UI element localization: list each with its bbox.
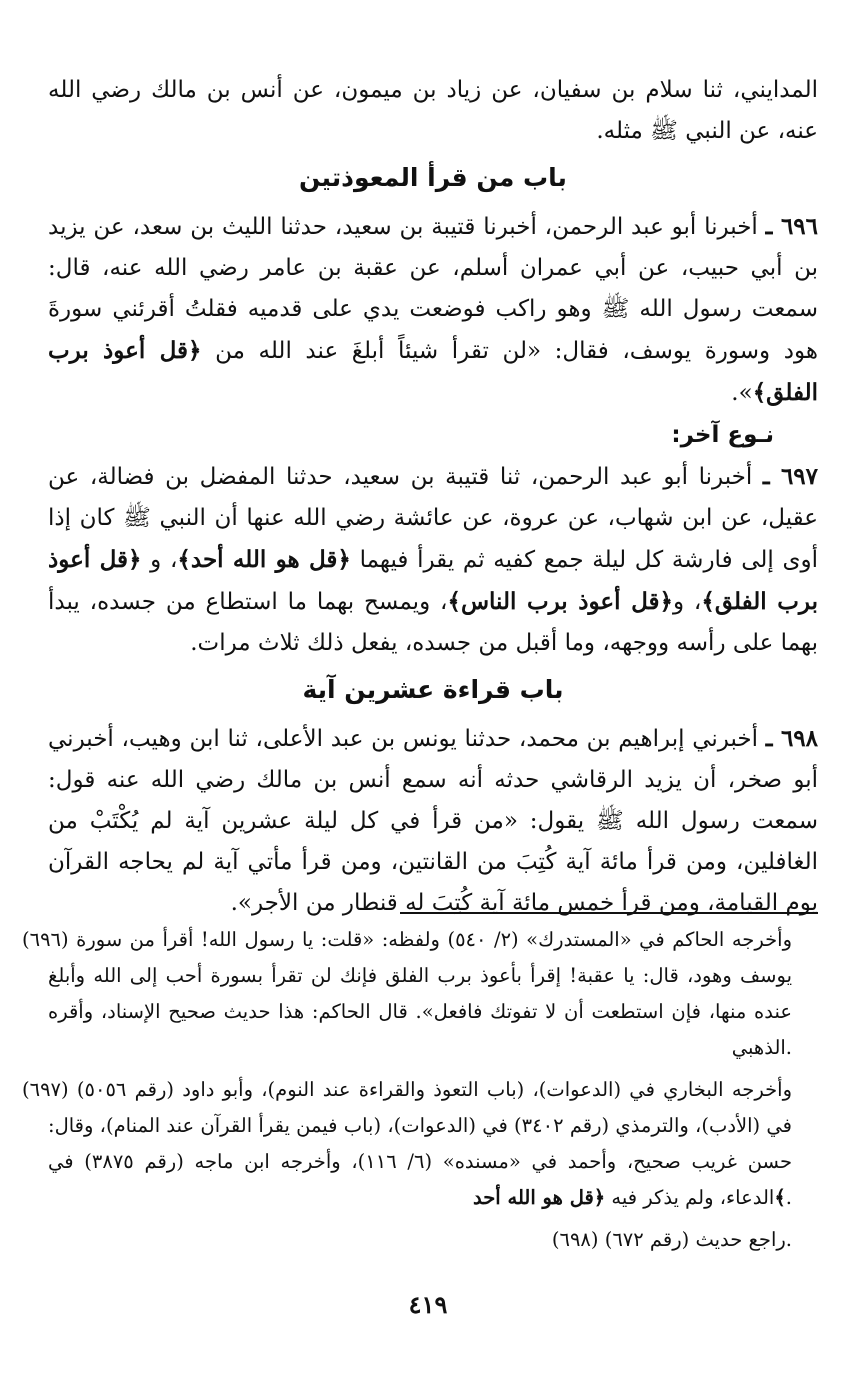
hadith-number: ٦٩٨ ـ: [765, 725, 818, 752]
hadith-number: ٦٩٧ ـ: [762, 463, 818, 490]
hadith-number: ٦٩٦ ـ: [765, 213, 818, 240]
footnotes: [22, 922, 818, 1264]
section-heading-twenty-verses: باب قراءة عشرين آية: [302, 675, 564, 704]
footnote-separator: [400, 912, 818, 914]
hadith-text: أخبرنا أبو عبد الرحمن، ثنا قتيبة بن سعيد، حدثنا المفضل بن فضالة، عن عقيل، عن ابن شهاب، عن عروة، عن عائشة رضي الله عنها أن النبي ﷺ كان إذا أوى إلى فارشة كل ليلة جمع كفيه ثم يقرأ فيهما: [48, 464, 818, 573]
section-heading-muawwidhatayn: باب من قرأ المعوذتين: [299, 163, 567, 192]
hadith-698: [48, 718, 818, 924]
intro-paragraph: [48, 70, 818, 152]
quran-quote-falaq: ﴿قل أعوذ برب الفلق﴾: [48, 546, 818, 615]
footnote-696: (٦٩٦) وأخرجه الحاكم في «المستدرك» (٢/ ٥٤٠) ولفظه: «قلت: يا رسول الله! أقرأ من سورة يوسف وهود، قال: يا عقبة! إقرأ بأعوذ برب الفلق فإنك لن تقرأ بسورة أحب إلى الله وأبلغ عنده منها، فإن استطعت أن لا تفوتك فافعل». قال الحاكم: هذا حديث صحيح الإسناد، وأقره الذهبي.: [22, 928, 792, 1059]
footnote-quran-quote: ﴿قل هو الله أحد﴾: [473, 1186, 786, 1209]
hadith-text: أخبرني إبراهيم بن محمد، حدثنا يونس بن عبد الأعلى، ثنا ابن وهيب، أخبرني أبو صخر، أن يزيد الرقاشي حدثه أنه سمع أنس بن مالك رضي الله عنه قول: سمعت رسول الله ﷺ يقول: «من قرأ في كل ليلة عشرين آية لم يُكْتَبْ من الغافلين، ومن قرأ مائة آية كُتِبَ من القانتين، ومن قرأ مأتي آية لم يحاجه القرآن يوم القيامة، ومن قرأ خمس مائة آية كُتِبَ له قنطار من الأجر».: [48, 726, 818, 916]
page-number: ٤١٩: [408, 1290, 448, 1319]
footnote-698: (٦٩٨) راجع حديث (رقم ٦٧٢).: [551, 1228, 792, 1251]
footnote-697: [22, 1072, 818, 1216]
hadith-text: ، و: [141, 547, 178, 573]
hadith-text: ، و: [672, 589, 702, 615]
footnote-text-end: .: [785, 1186, 792, 1209]
quran-quote-ikhlas: ﴿قل هو الله أحد﴾: [177, 546, 351, 573]
hadith-696: [48, 206, 818, 414]
quran-quote: ﴿قل أعوذ برب الفلق﴾: [48, 337, 818, 406]
subheading-another-type: نـوع آخر:: [671, 422, 774, 448]
footnote-text: (٦٩٧) وأخرجه البخاري في (الدعوات)، (باب التعوذ والقراءة عند النوم)، وأبو داود (رقم ٥٠٥٦) في (الأدب)، والترمذي (رقم ٣٤٠٢) في (الدعوات)، (باب فيمن يقرأ القرآن عند المنام)، وقال: حسن غريب صحيح، وأحمد في «مسنده» (٦/ ١١٦)، وأخرجه ابن ماجه (رقم ٣٨٧٥) في الدعاء، ولم يذكر فيه: [22, 1078, 792, 1209]
intro-text: المدايني، ثنا سلام بن سفيان، عن زياد بن ميمون، عن أنس بن مالك رضي الله عنه، عن النبي ﷺ مثله.: [48, 77, 818, 144]
hadith-text-end: ، ويمسح بهما ما استطاع من جسده، يبدأ بهما على رأسه ووجهه، وما أقبل من جسده، يفعل ذلك ثلاث مرات.: [48, 589, 818, 656]
hadith-text-end: ».: [731, 380, 753, 406]
hadith-text: أخبرنا أبو عبد الرحمن، أخبرنا قتيبة بن سعيد، حدثنا الليث بن سعد، عن يزيد بن أبي حبيب، عن أبي عمران أسلم، عن عقبة بن عامر رضي الله عنه، قال: سمعت رسول الله ﷺ وهو راكب فوضعت يدي على قدميه فقلتُ أقرئني سورةَ هود وسورة يوسف، فقال: «لن تقرأ شيئاً أبلغَ عند الله من: [48, 214, 818, 364]
quran-quote-nas: ﴿قل أعوذ برب الناس﴾: [447, 588, 673, 615]
hadith-697: [48, 456, 818, 664]
